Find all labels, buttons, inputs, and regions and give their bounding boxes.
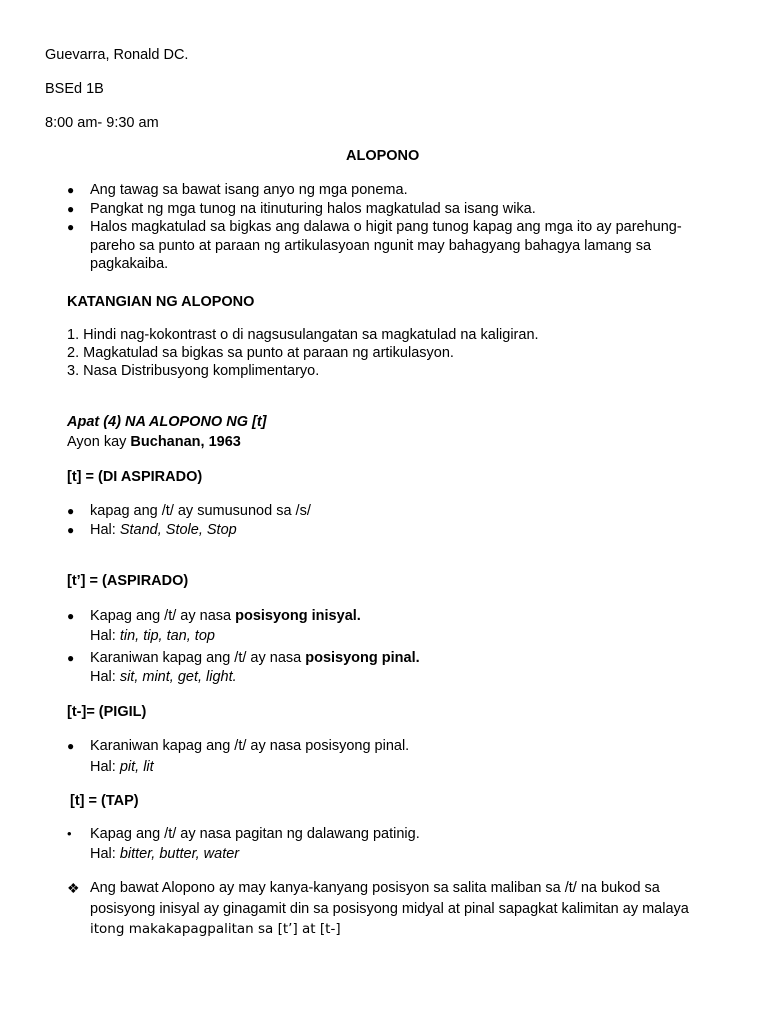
student-name: Guevarra, Ronald DC. [45, 47, 189, 63]
di-aspirado-heading: [t] = (DI ASPIRADO) [67, 469, 203, 485]
katangian-heading: KATANGIAN NG ALOPONO [67, 294, 255, 310]
item-emphasis: posisyong pinal. [305, 650, 420, 666]
tap-heading: [t] = (TAP) [70, 793, 139, 809]
aspirado-hal [90, 627, 215, 645]
hal-label: Hal: [90, 759, 120, 775]
bullet-icon: ● [67, 651, 75, 665]
tap-item: Kapag ang /t/ ay nasa pagitan ng dalawang patinig. [90, 826, 420, 842]
item-emphasis: posisyong inisyal. [235, 608, 361, 624]
item-text: Karaniwan kapag ang /t/ ay nasa [90, 650, 306, 666]
bullet-icon: ● [67, 609, 75, 623]
katangian-item: 3. Nasa Distribusyong komplimentaryo. [67, 363, 320, 379]
hal-examples: Stand, Stole, Stop [119, 522, 237, 538]
definition-item: Ang tawag sa bawat isang anyo ng mga ponema. [90, 182, 408, 198]
note-line: posisyong inisyal ay ginagamit din sa posisyong midyal at pinal sapagkat kalimitan ay malaya [90, 901, 689, 917]
note-line: Ang bawat Alopono ay may kanya-kanyang posisyon sa salita maliban sa /t/ na bukod sa [90, 880, 660, 896]
apat-heading: Apat (4) NA ALOPONO NG [t] [67, 414, 267, 430]
bullet-icon: • [67, 826, 72, 841]
hal-examples: sit, mint, get, light. [119, 669, 237, 685]
hal-examples: bitter, butter, water [119, 846, 240, 862]
tap-hal [90, 845, 239, 863]
aspirado-heading: [t’] = (ASPIRADO) [67, 573, 189, 589]
hal-label: Hal: [90, 628, 120, 644]
pigil-heading: [t-]= (PIGIL) [67, 704, 147, 720]
pigil-item: Karaniwan kapag ang /t/ ay nasa posisyong pinal. [90, 738, 410, 754]
source-name: Buchanan, 1963 [130, 434, 241, 450]
aspirado-item [90, 649, 420, 667]
aspirado-hal [90, 668, 237, 686]
definition-item: Halos magkatulad sa bigkas ang dalawa o higit pang tunog kapag ang mga ito ay parehung-pareho sa punto at paraan ng artikulasyoan ngunit may bahagyang bahagya lamang sa pagkakaiba. [90, 219, 682, 272]
apat-source [67, 433, 241, 451]
bullet-icon: ● [67, 504, 75, 518]
bullet-icon: ● [67, 739, 75, 753]
hal-examples: pit, lit [119, 759, 154, 775]
hal-label: Hal: [90, 669, 120, 685]
bullet-icon: ● [67, 183, 75, 197]
hal-examples: tin, tip, tan, top [119, 628, 215, 644]
katangian-item: 2. Magkatulad sa bigkas sa punto at paraan ng artikulasyon. [67, 345, 454, 361]
bullet-icon: ● [67, 523, 75, 537]
item-text: Kapag ang /t/ ay nasa [90, 608, 236, 624]
aspirado-item [90, 607, 361, 625]
di-aspirado-item: kapag ang /t/ ay sumusunod sa /s/ [90, 503, 311, 519]
student-section: BSEd 1B [45, 81, 104, 97]
katangian-item: 1. Hindi nag-kokontrast o di nagsusulangatan sa magkatulad na kaligiran. [67, 327, 539, 343]
note-line: itong makakapagpalitan sa [t’] at [t-] [90, 921, 341, 937]
hal-label: Hal: [90, 846, 120, 862]
document-title: ALOPONO [346, 148, 420, 164]
bullet-icon: ● [67, 202, 75, 216]
bullet-icon: ● [67, 220, 75, 234]
diamond-bullet-icon: ❖ [67, 880, 80, 896]
pigil-hal [90, 758, 154, 776]
hal-label: Hal: [90, 522, 120, 538]
class-time: 8:00 am- 9:30 am [45, 115, 159, 131]
definition-item: Pangkat ng mga tunog na itinuturing halos magkatulad sa isang wika. [90, 201, 536, 217]
di-aspirado-hal [90, 521, 237, 539]
source-prefix: Ayon kay [67, 434, 131, 450]
